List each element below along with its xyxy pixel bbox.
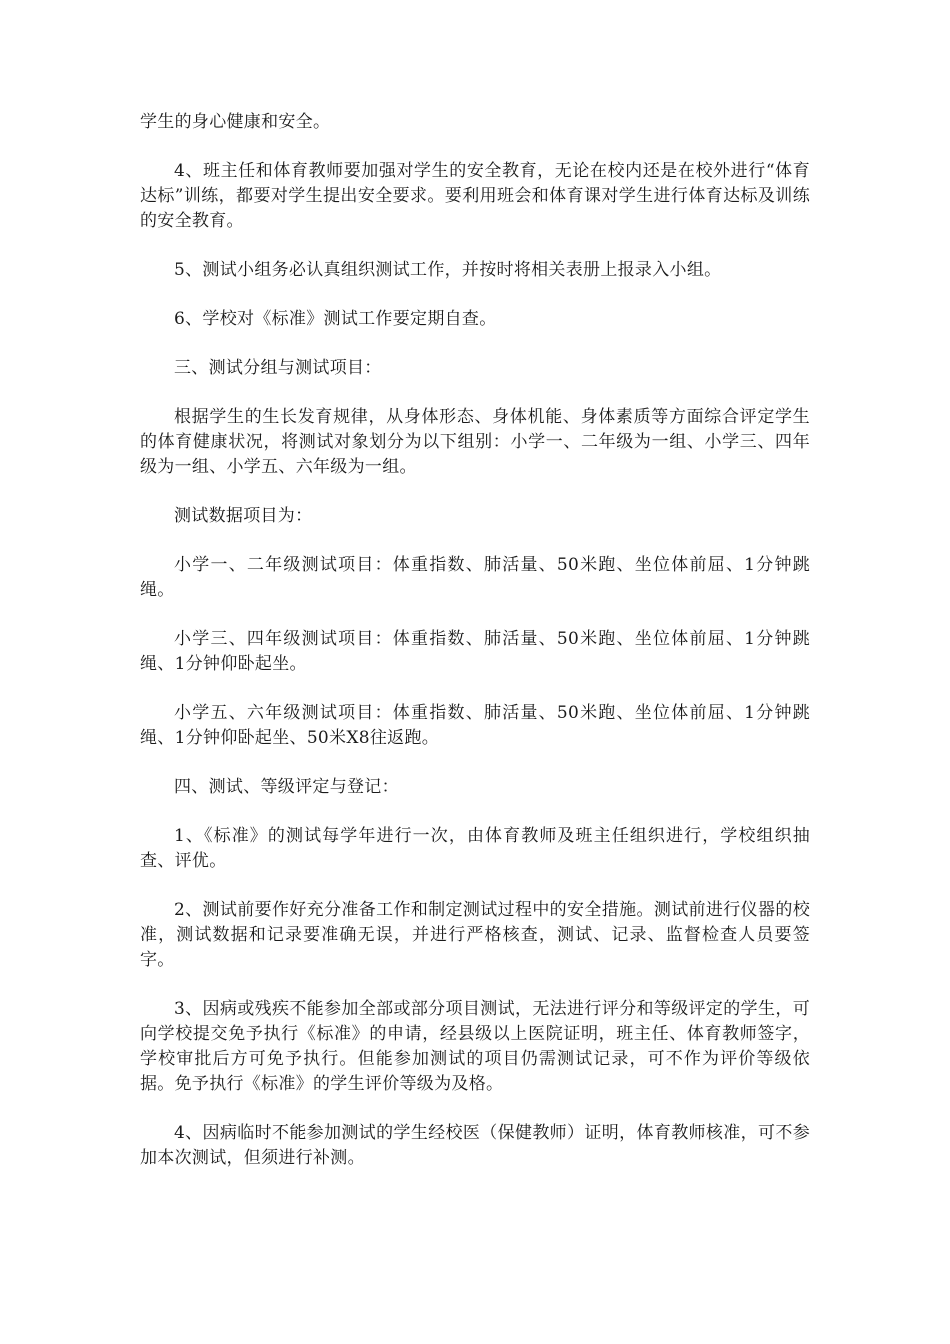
paragraph-safety-education: 4、班主任和体育教师要加强对学生的安全教育，无论在校内还是在校外进行“体育达标”训练，都要对学生提出安全要求。要利用班会和体育课对学生进行体育达标及训练的安全教育。 bbox=[140, 161, 810, 231]
paragraph-continuation: 学生的身心健康和安全。 bbox=[140, 112, 331, 132]
paragraph-grade-3-4-items: 小学三、四年级测试项目：体重指数、肺活量、50米跑、坐位体前屈、1分钟跳绳、1分钟仰卧起坐。 bbox=[140, 629, 810, 674]
paragraph-grouping-basis: 根据学生的生长发育规律，从身体形态、身体机能、身体素质等方面综合评定学生的体育健康状况，将测试对象划分为以下组别：小学一、二年级为一组、小学三、四年级为一组、小学五、六年级为一组。 bbox=[140, 407, 810, 477]
paragraph-makeup-test: 4、因病临时不能参加测试的学生经校医（保健教师）证明，体育教师核准，可不参加本次测试，但须进行补测。 bbox=[140, 1123, 810, 1168]
paragraph-exemption: 3、因病或残疾不能参加全部或部分项目测试，无法进行评分和等级评定的学生，可向学校提交免予执行《标准》的申请，经县级以上医院证明，班主任、体育教师签字，学校审批后方可免予执行。但能参加测试的项目仍需测试记录，可不作为评价等级依据。免予执行《标准》的学生评价等级为及格。 bbox=[140, 999, 810, 1094]
paragraph-self-inspection: 6、学校对《标准》测试工作要定期自查。 bbox=[174, 309, 497, 329]
paragraph-test-group-duty: 5、测试小组务必认真组织测试工作，并按时将相关表册上报录入小组。 bbox=[174, 260, 722, 280]
paragraph-test-items-intro: 测试数据项目为： bbox=[174, 506, 313, 526]
paragraph-annual-test: 1、《标准》的测试每学年进行一次，由体育教师及班主任组织进行，学校组织抽查、评优。 bbox=[140, 826, 810, 871]
section-heading-grouping: 三、测试分组与测试项目： bbox=[174, 358, 382, 378]
paragraph-grade-5-6-items: 小学五、六年级测试项目：体重指数、肺活量、50米跑、坐位体前屈、1分钟跳绳、1分钟仰卧起坐、50米X8往返跑。 bbox=[140, 703, 810, 748]
paragraph-grade-1-2-items: 小学一、二年级测试项目：体重指数、肺活量、50米跑、坐位体前屈、1分钟跳绳。 bbox=[140, 555, 810, 600]
paragraph-preparation: 2、测试前要作好充分准备工作和制定测试过程中的安全措施。测试前进行仪器的校准，测试数据和记录要准确无误，并进行严格核查，测试、记录、监督检查人员要签字。 bbox=[140, 900, 810, 970]
document-body bbox=[140, 110, 810, 1195]
section-heading-evaluation: 四、测试、等级评定与登记： bbox=[174, 777, 399, 797]
